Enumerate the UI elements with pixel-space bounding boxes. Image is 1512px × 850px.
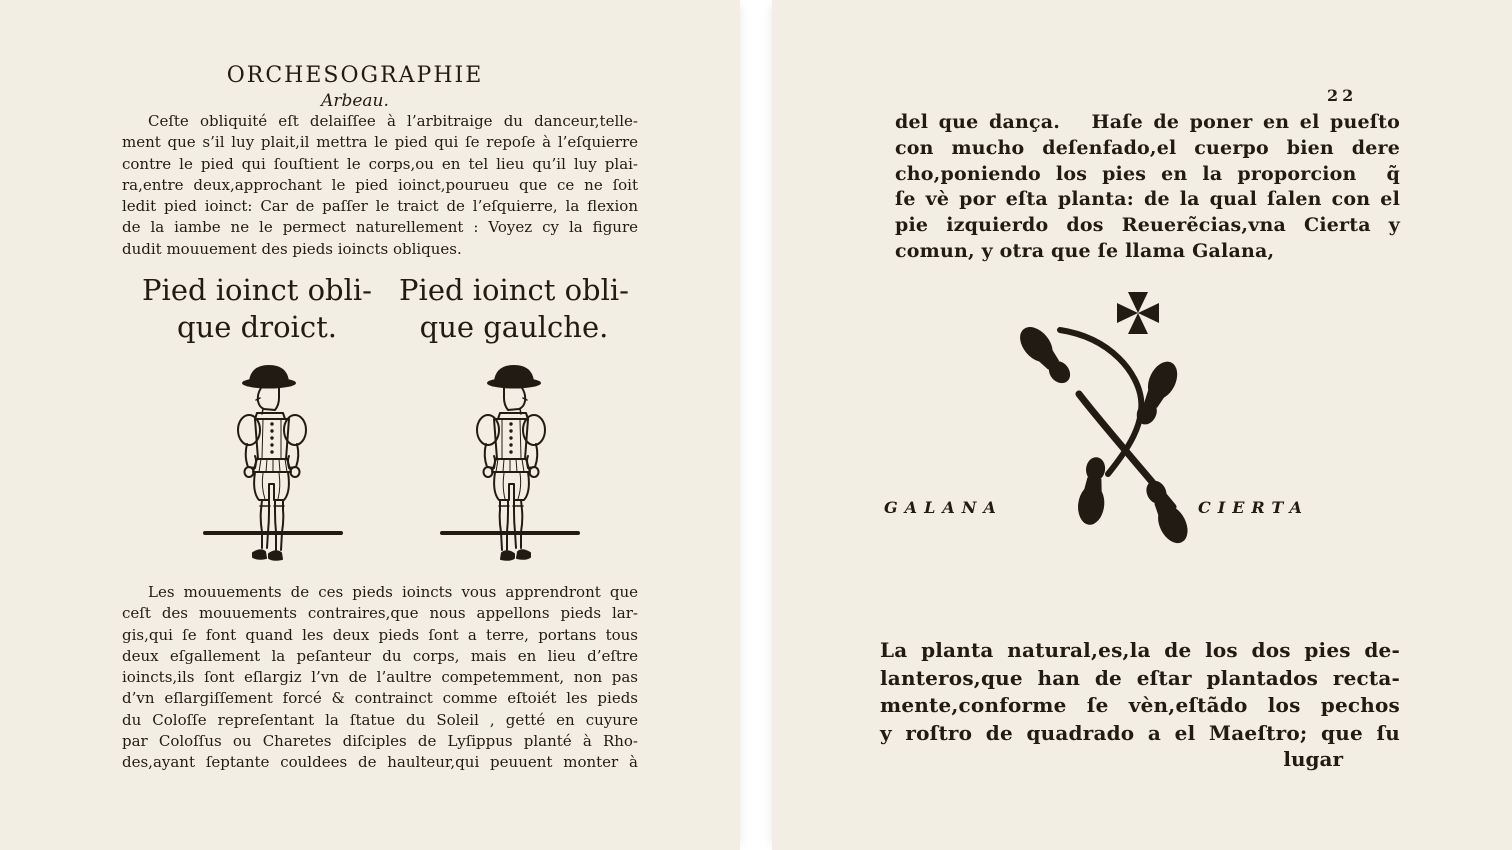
- text-line: Pied ioinct obli-: [142, 273, 372, 307]
- page-number: 22: [1327, 86, 1358, 105]
- text-line: ioincts,ils ſont eſlargiz l’vn de l’aultre competemment, non pas: [122, 668, 638, 687]
- catchword: lugar: [1283, 747, 1343, 771]
- caption-pied-ioinct-gaulche: [388, 272, 640, 346]
- text-line: mente,conforme ſe vèn,eſtãdo los pechos: [880, 693, 1400, 717]
- text-line: con mucho deſenfado,el cuerpo bien dere: [895, 136, 1400, 159]
- right-page-spanish-dance-manual: [772, 0, 1512, 850]
- text-line: des,ayant ſeptante couldees de haulteur,qui peuuent monter à: [122, 753, 638, 772]
- text-line: ment que s’il luy plait,il mettra le pied qui ſe repoſe à l’eſquierre: [122, 133, 638, 152]
- text-line: que droict.: [177, 310, 337, 344]
- text-line: du Coloſſe repreſentant la ſtatue du Soleil , getté en cuyure: [122, 710, 638, 729]
- text-line: Les mouuements de ces pieds ioincts vous apprendront que: [148, 583, 638, 601]
- text-line: comun, y otra que ſe llama Galana,: [895, 239, 1275, 262]
- text-line: y roſtro de quadrado a el Maeſtro; que ſu: [880, 720, 1400, 745]
- footwork-step-diagram: [980, 278, 1310, 598]
- page-attribution: Arbeau.: [321, 91, 389, 111]
- diagram-label-cierta: CIERTA: [1198, 498, 1309, 517]
- text-line: d’vn eſlargiſſement forcé & contrainct comme eſtoiét les pieds: [122, 689, 638, 708]
- caption-pied-ioinct-droict: [128, 272, 386, 346]
- text-line: deux eſgallement la peſanteur du corps, mais en lieu d’eſtre: [122, 646, 638, 665]
- text-line: Ceſte obliquité eſt delaiſſee à l’arbitraige du danceur,telle-: [148, 112, 638, 130]
- french-paragraph-top: [122, 111, 638, 260]
- step-path-curves: [1060, 330, 1173, 507]
- spanish-paragraph-top: [895, 110, 1400, 265]
- text-line: dudit mouuement des pieds ioincts obliques.: [122, 239, 462, 258]
- text-line: gis,qui ſe font quand les deux pieds ſont a terre, portans tous: [122, 625, 638, 644]
- text-line: ſe vè por eſta planta: de la qual ſalen con el: [895, 188, 1400, 211]
- text-line: que gaulche.: [419, 310, 609, 344]
- text-line: de la iambe ne le permect naturellement : Voyez cy la figure: [122, 218, 638, 237]
- text-line: par Coloſſus ou Charetes diſciples de Lyſippus planté à Rho-: [122, 732, 638, 751]
- text-line: Pied ioinct obli-: [399, 273, 629, 307]
- text-line: ra,entre deux,approchant le pied ioinct,pourueu que ce ne ſoit: [122, 175, 638, 194]
- text-line: del que dança. Haſe de poner en el pueſto: [895, 111, 1400, 133]
- text-line: pie izquierdo dos Reuerẽcias,vna Cierta y: [895, 214, 1400, 237]
- diagram-label-galana: GALANA: [884, 498, 1003, 517]
- text-line: ledit pied ioinct: Car de paſſer le traict de l’eſquierre, la flexion: [122, 197, 638, 216]
- text-line: La planta natural,es,la de los dos pies de-: [880, 638, 1400, 662]
- text-line: lanteros,que han de eſtar plantados recta-: [880, 665, 1400, 690]
- spanish-paragraph-bottom: [880, 637, 1400, 747]
- text-line: contre le pied qui ſouſtient le corps,ou en tel lieu qu’il luy plai-: [122, 154, 638, 173]
- french-paragraph-bottom: [122, 582, 638, 774]
- footprint-icons: [1014, 321, 1194, 548]
- text-line: cho,poniendo los pies en la proporcion q̃: [895, 162, 1400, 185]
- maltese-cross-icon: [1117, 292, 1159, 334]
- page-title: ORCHESOGRAPHIE: [226, 63, 484, 88]
- text-line: ceſt des mouuements contraires,que nous appellons pieds lar-: [122, 604, 638, 623]
- woodcut-dancer-figure-right: [440, 360, 580, 565]
- woodcut-dancer-figure-left: [203, 360, 343, 565]
- left-page-orchesographie: [0, 0, 740, 850]
